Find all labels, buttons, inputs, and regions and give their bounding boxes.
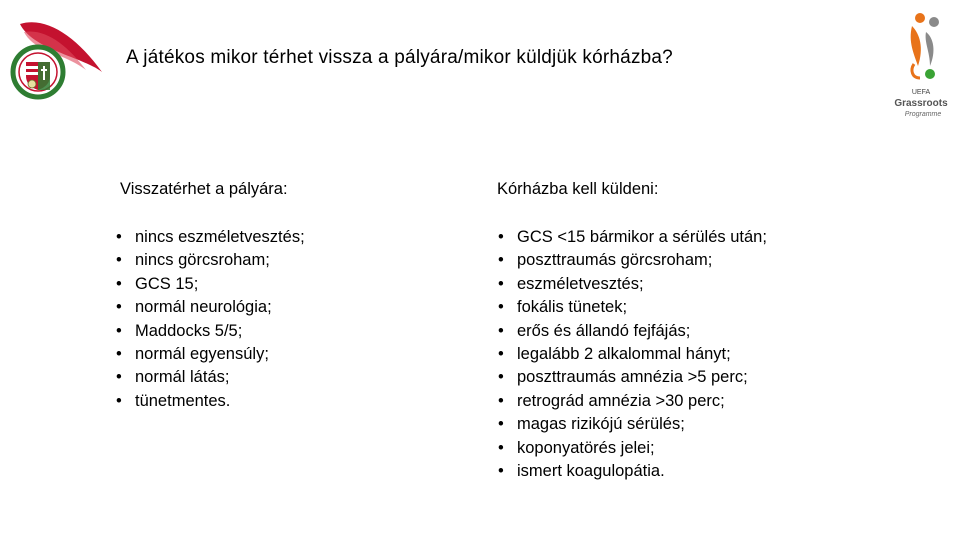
- list-item: • retrográd amnézia >30 perc;: [498, 390, 767, 413]
- list-item: • legalább 2 alkalommal hányt;: [498, 343, 767, 366]
- page-title: A játékos mikor térhet vissza a pályára/mikor küldjük kórházba?: [126, 47, 673, 68]
- list-item: • normál látás;: [116, 366, 305, 389]
- list-item: • tünetmentes.: [116, 390, 305, 413]
- list-item: • erős és állandó fejfájás;: [498, 320, 767, 343]
- list-item: • Maddocks 5/5;: [116, 320, 305, 343]
- uefa-wordmark: UEFA: [911, 89, 931, 96]
- list-item: • koponyatörés jelei;: [498, 437, 767, 460]
- list-item: • magas rizikójú sérülés;: [498, 413, 767, 436]
- list-item: • ismert koagulopátia.: [498, 460, 767, 483]
- list-item: • eszméletvesztés;: [498, 273, 767, 296]
- list-item: • poszttraumás amnézia >5 perc;: [498, 366, 767, 389]
- list-item: • nincs görcsroham;: [116, 249, 305, 272]
- list-item: • normál neurológia;: [116, 296, 305, 319]
- list-item: • fokális tünetek;: [498, 296, 767, 319]
- list-item: • GCS <15 bármikor a sérülés után;: [498, 226, 767, 249]
- list-item: • GCS 15;: [116, 273, 305, 296]
- send-to-hospital-list: [498, 226, 767, 483]
- programme-wordmark: Programme: [904, 111, 942, 118]
- send-to-hospital-heading: Kórházba kell küldeni:: [497, 180, 659, 198]
- return-to-play-heading: Visszatérhet a pályára:: [120, 180, 288, 198]
- list-item: • poszttraumás görcsroham;: [498, 249, 767, 272]
- list-item: • nincs eszméletvesztés;: [116, 226, 305, 249]
- hungarian-football-federation-crest-icon: [6, 14, 106, 100]
- grassroots-wordmark: Grassroots: [894, 98, 948, 109]
- return-to-play-list: [116, 226, 305, 413]
- uefa-grassroots-logo-icon: [890, 8, 952, 120]
- list-item: • normál egyensúly;: [116, 343, 305, 366]
